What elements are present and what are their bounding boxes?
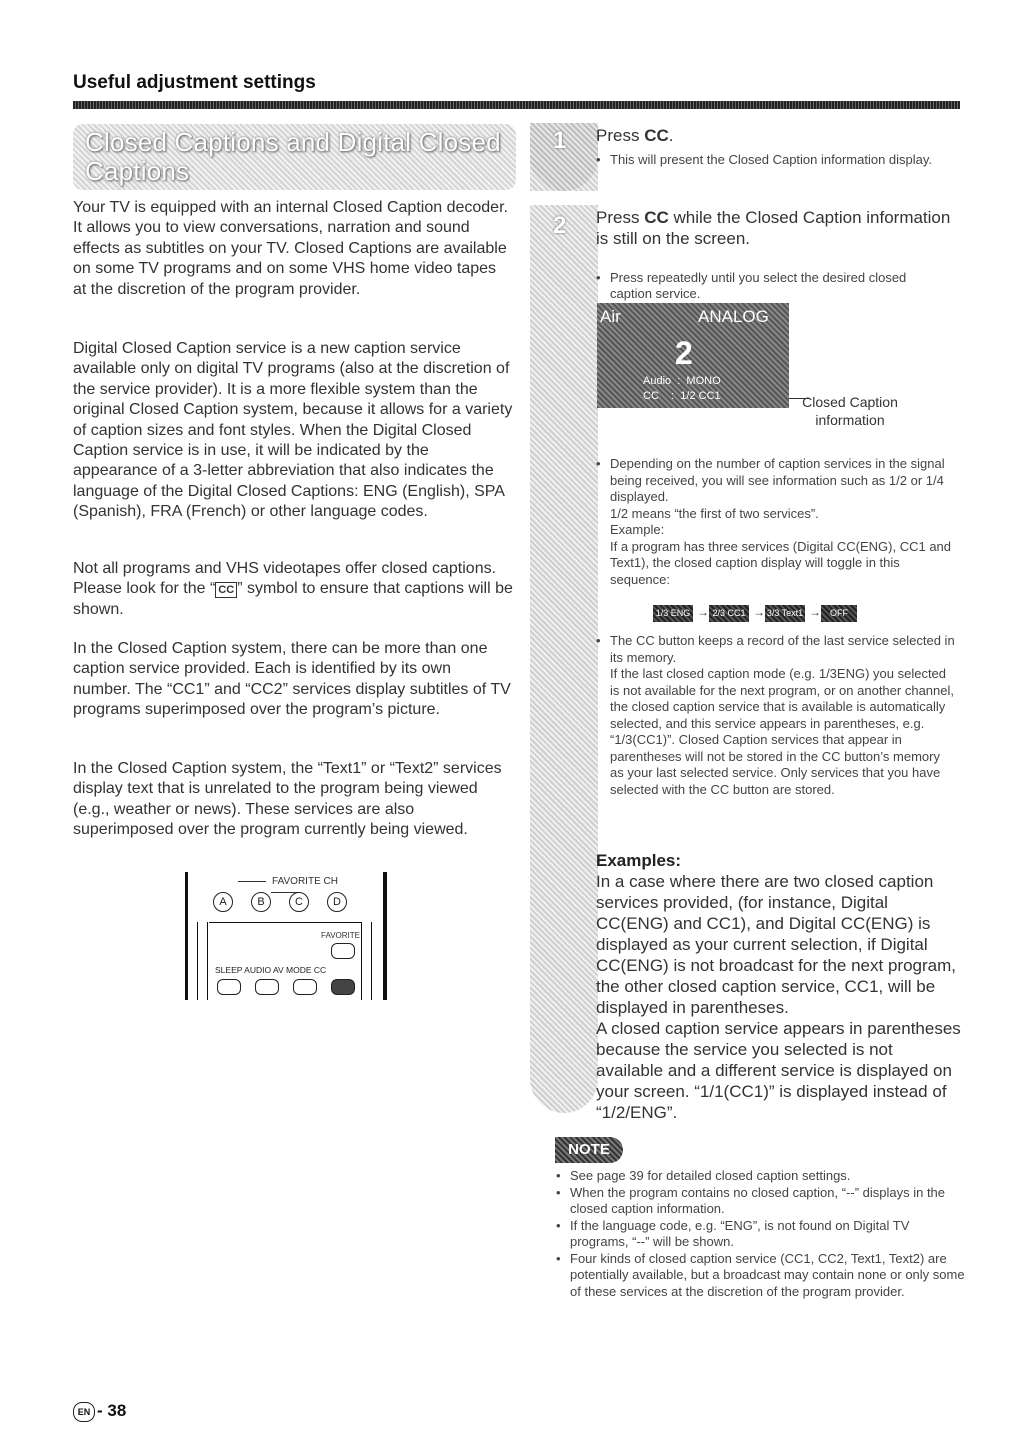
remote-edge (361, 922, 362, 1000)
step-2-number: 2 (553, 212, 567, 239)
step-2-bullet-1: • Press repeatedly until you select the desired closed caption service. (596, 270, 950, 303)
note-item: • Four kinds of closed caption service (CC1, CC2, Text1, Text2) are potentially available, but a broadcast may contain none or only some of these services at the discretion of the program provider. (556, 1251, 966, 1301)
bullet-2-line-2: 1/2 means “the first of two services”. (610, 505, 819, 521)
cc-symbol-icon: CC (215, 582, 237, 598)
text-services-paragraph (73, 759, 513, 841)
remote-edge (371, 922, 372, 1000)
arrow-icon: → (753, 605, 765, 619)
page-header: Useful adjustment settings (73, 72, 316, 93)
screen-analog-label: ANALOG (698, 307, 769, 326)
paragraph-5: In the Closed Caption system, the “Text1” or “Text2” services display text that is unrelated to the program being viewed (e.g., weather or news). These services are also superimposed over the program currently being viewed. (73, 760, 502, 839)
note-item: • When the program contains no closed caption, “--” displays in the closed caption information. (556, 1185, 966, 1218)
cc-info-screen (597, 303, 789, 408)
section-title-box (73, 124, 516, 190)
screen-channel-number: 2 (675, 335, 693, 371)
note-item: • If the language code, e.g. “ENG”, is not found on Digital TV programs, “--” will be shown. (556, 1218, 966, 1251)
remote-panel (209, 922, 361, 1001)
step-1-bullet: • This will present the Closed Caption information display. (596, 152, 965, 169)
screen-air-label: Air (600, 307, 621, 326)
step-gap (530, 191, 598, 205)
remote-illustration (185, 872, 390, 1000)
favorite-key (331, 943, 355, 959)
intro-paragraph (73, 198, 513, 300)
paragraph-1: Your TV is equipped with an internal Closed Caption decoder. It allows you to view conversations, narration and sound effects as subtitles on your TV. Closed Captions are available on some TV programs and on some VHS home video tapes at the discretion of the program provider. (73, 199, 508, 298)
p3-part-a: Not all programs and VHS videotapes offer closed captions. Please look for the “ (73, 560, 497, 598)
step-2-bullet-3 (596, 633, 956, 798)
page-number: - 38 (97, 1401, 127, 1420)
availability-paragraph (73, 559, 513, 620)
paragraph-2: Digital Closed Caption service is a new caption service available only on digital TV programs (also at the discretion of the service provider). It is a more flexible system than the original Closed Caption system, because it allows for a variety of caption sizes and font styles. When the Digital Closed Caption service is in use, it will be indicated by the appearance of a 3-letter abbreviation that also indicates the language of the Digital Closed Captions: ENG (English), SPA (Spanish), FRA (French) or other language codes. (73, 340, 513, 521)
header-rule (73, 101, 960, 109)
cc-key (331, 979, 355, 995)
remote-edge (185, 872, 188, 1000)
arrow-icon: → (697, 605, 709, 619)
cc-info-callout: Closed Caption information (802, 394, 898, 428)
favorite-a-button: A (213, 892, 233, 912)
bullet-3-text: • The CC button keeps a record of the last service selected in its memory. (596, 633, 956, 666)
paragraph-4: In the Closed Caption system, there can be more than one caption service provided. Each is identified by its own number. The “CC1” and “CC2” services display subtitles of TV programs superimposed over the program’s picture. (73, 640, 511, 719)
arrow-icon: → (809, 605, 821, 619)
favorite-b-button: B (251, 892, 271, 912)
press-text: Press (596, 208, 645, 227)
period: . (668, 126, 674, 145)
step-1-instruction (596, 125, 966, 146)
note-badge: NOTE (555, 1137, 623, 1163)
instruction-rest: while the Closed Caption information is still on the screen. (596, 208, 951, 248)
note-item: • See page 39 for detailed closed caption settings. (556, 1168, 966, 1185)
sleep-key (217, 979, 241, 995)
step-2-instruction (596, 207, 966, 249)
p3-part-b: ” symbol to ensure that captions will be shown. (73, 580, 513, 618)
seq-item: 3/3 Text1 (765, 605, 805, 622)
favorite-c-button: C (289, 892, 309, 912)
favorite-d-button: D (327, 892, 347, 912)
seq-item: 1/3 ENG (653, 605, 693, 622)
bullet-2-line-4: If a program has three services (Digital CC(ENG), CC1 and Text1), the closed caption display will toggle in this sequence: (610, 538, 952, 587)
page-footer (73, 1401, 126, 1422)
cc-key-label: CC (644, 208, 669, 227)
language-badge-icon: EN (73, 1402, 95, 1422)
favorite-ch-label: FAVORITE CH (215, 876, 355, 898)
seq-item: OFF (821, 605, 857, 622)
bullet-2-text: • Depending on the number of caption services in the signal being received, you will see information such as 1/2 or 1/4 displayed. (596, 456, 956, 506)
cc-key-label: CC (644, 126, 669, 145)
bullet-3-detail: If the last closed caption mode (e.g. 1/3ENG) you selected is not available for the next program, or on another channel, the closed caption service that is available is automatically selected, and this service appears in parentheses, e.g. “1/3(CC1)”. Closed Caption services that appear in parentheses will not be stored in the CC button’s memory as your last selected service. Only services that you have selected with the CC button are stored. (610, 666, 954, 797)
av-mode-key (293, 979, 317, 995)
press-text: Press (596, 126, 645, 145)
examples-title: Examples: (596, 851, 682, 870)
services-paragraph (73, 639, 513, 721)
remote-edge (197, 922, 198, 1000)
bullet-2-example: Example: (610, 522, 665, 537)
remote-edge (383, 872, 387, 1000)
button-labels: SLEEP AUDIO AV MODE CC (215, 965, 327, 975)
paragraph-3 (73, 559, 513, 620)
step-1-number: 1 (553, 127, 567, 154)
examples-paragraph-2: A closed caption service appears in parentheses because the service you selected is not available and a different service is displayed on your screen. “1/1(CC1)” is displayed instead of “1/2/ENG”. (596, 1019, 961, 1122)
note-list (556, 1168, 966, 1300)
audio-key (255, 979, 279, 995)
step-2-bullet-2 (596, 456, 956, 588)
screen-audio-line: Audio : MONO (643, 375, 721, 387)
section-title: Closed Captions and Digital Closed Captions (85, 127, 501, 186)
examples-paragraph-1: In a case where there are two closed caption services provided, (for instance, Digital CC(ENG) and CC1), and Digital CC(ENG) is displayed as your current selection, if Digital CC(ENG) is not broadcast for the next program, the other closed caption service, CC1, will be displayed in parentheses. (596, 872, 956, 1017)
favorite-label: FAVORITE (321, 931, 360, 940)
step-2-bar (530, 123, 598, 1113)
seq-item: 2/3 CC1 (709, 605, 749, 622)
digital-paragraph (73, 339, 513, 523)
screen-cc-line: CC : 1/2 CC1 (643, 390, 721, 402)
remote-edge (207, 922, 208, 1000)
